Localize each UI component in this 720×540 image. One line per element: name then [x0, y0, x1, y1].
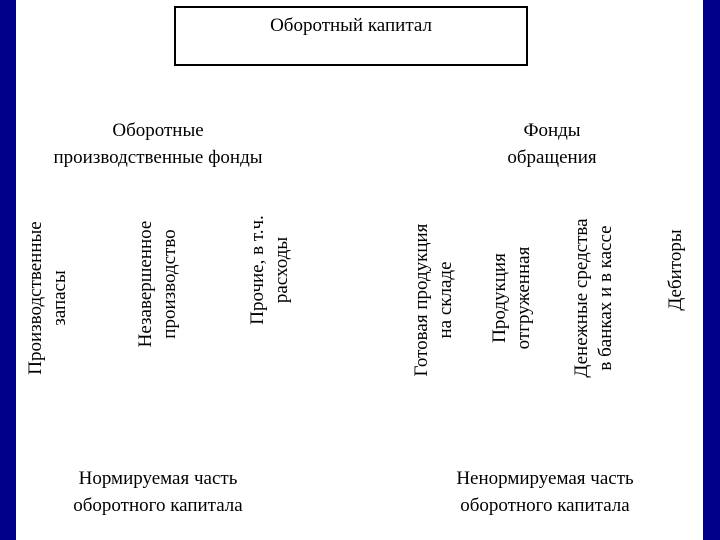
right-footer	[405, 465, 685, 519]
right-footer-line1: Ненормируемая часть	[456, 468, 634, 489]
left-group-title-line1: Оборотные	[112, 120, 204, 141]
left-item-stock: Производственные запасы	[25, 221, 70, 375]
right-footer-line2: оборотного капитала	[460, 495, 630, 516]
root-box	[174, 6, 528, 66]
right-item-finished-goods: Готовая продукция на складе	[411, 223, 456, 377]
right-item-shipped: Продукция отгруженная	[489, 246, 534, 350]
left-group-title-line2: производственные фонды	[53, 147, 263, 168]
left-footer	[18, 465, 298, 519]
right-group-title	[432, 117, 672, 171]
left-item-other: Прочие, в т.ч. расходы	[247, 215, 292, 325]
left-footer-line2: оборотного капитала	[73, 495, 243, 516]
left-footer-line1: Нормируемая часть	[78, 468, 238, 489]
right-item-debtors: Дебиторы	[665, 229, 686, 311]
right-group-title-line2: обращения	[507, 147, 597, 168]
right-item-cash: Денежные средства в банках и в кассе	[571, 218, 616, 378]
root-title: Оборотный капитал	[270, 15, 432, 36]
right-group-title-line1: Фонды	[523, 120, 581, 141]
left-item-wip: Незавершенное производство	[135, 220, 180, 348]
